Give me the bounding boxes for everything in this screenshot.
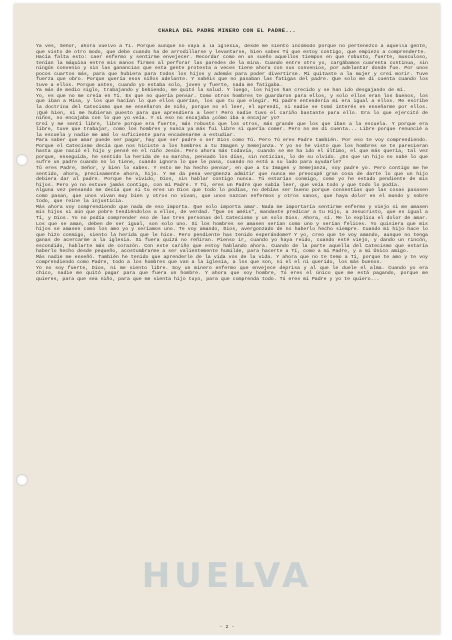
document-page	[14, 4, 440, 634]
paragraph: Ya ves, Señor, ahora vuelvo a Ti. Porque aunque no vaya a la iglesia, desde me siento incómodo porque no pertenezco a aquella gente, que visto de otro modo, que debe cuando ha de arrodillarse y levantarse, bien sabes Tú que estoy contigo, que empiezo a comprenderte.	[36, 44, 428, 55]
paragraph: Tú eres Padre, Señor, y bien lo sabes. Y esto me ha hecho pensar, en que a tu Imagen y Semejanza, soy padre yo. Pero contigo me he sentido, ahora, precisamente ahora, hijo. Y me da pena vergüenza admitir que nunca me preocupé gran cosa de darte lo que un hijo debiera dar al padre. Porque he vivido, Dios, sin hablar contigo nunca. Tú estarías conmigo, como yo he estado pendiente de mis hijos. Pero yo no estuve jamás contigo, con mi Padre. Y Tú, eres un Padre que sabía leer, que veía todo y que todo lo podía.	[36, 166, 428, 188]
paragraph: Alguna vez pensando me decía que si tu eres un Dios que todo lo podías, no debías ser bueno porque consentías que las cosas pasasen como pasan, que unos vivan muy bien y otros no vivan, que unos nazcan enfermos y otros sanos, que haya dolor en el mundo y sobre todo, que reine la injusticia.	[36, 188, 428, 205]
archive-watermark: HUELVA	[141, 556, 313, 596]
binder-hole-top	[16, 154, 28, 166]
page-number: - 2 -	[219, 625, 235, 630]
paragraph: Creí y me sentí libre, libre porque era fuerte, más robusto que los otros, más grande que los que iban a la escuela. Y porque era libre, tuve que trabajar, como los hombres y nunca ya más fui libre si quería comer. Pero no me di cuenta... Libre porque renuncié a la escuela y nadie me amó lo suficiente para encadenarme a estudiar.	[36, 121, 428, 138]
document-title: CHARLA DEL PADRE MINERO CON EL PADRE...	[158, 28, 296, 34]
binder-hole-bottom	[16, 474, 28, 486]
paragraph: Yo, es que no me creía en Tí. Es que no quería pensar. Como otros hombres te guardaron para ellos, y solo ellos eran los buenos, los que iban a Misa, y los que hacían lo que ellos querían, los que tu que elegir. Mi padre entendería mi era igual a ellos. Me escribe la doctrina del Catecismo que me enseñaron de niño, porque no el leer, el aprendí, ni nadie se tomó interés en enseñarme por ellos. ¡Qué bien, si me hubieran puesto para que aprendiera a leer! Pero nadie tuvo el cariño bastante para ello. Era lo que ejercitó de niños, no encajaba con lo que yo veía. Y si eso no encajaba ¿cómo iba a encajar yo?	[36, 93, 428, 122]
paragraph: Más nadie me enseñó. También he tenido que aprenderle de la vida vos de la vida. Y ahora que no te temo a Tí, porque te amo y te voy comprendiendo como Padre, todo a los hombres que van a la iglesia, a los que son, ni el el ni querido, los más buenos.	[36, 254, 428, 266]
paragraph: Ya más de medio siglo, trabajando y bebiendo, me quitó la salud. Y luego, los hijos han crecido y se han ido desgajando de mí.	[36, 88, 406, 94]
paragraph: Hacía falta esto: caer enfermo y sentirme envejecer. Recordar como en un sueño aquellos tiempos en que robusto, fuerte, musculoso, tenían la máquina entre mis manos firmes al perforar las paredes de la mina. Cuando entre otro yo, cargábamos cuarenta continua, sin ningún convenio y sin las ganancias que esta gente protesta a veces tiene ahora con sus convenios, por adelantar donde fue. Por unos pocos cuartos más, para que hubiera para todos los hijos y además para poder divertirse. Mi quitaste a la mujer y creí morir. Tuve fuerza que obro. Porque quería esos niños adelante. Y sabéis que no pasaban las fatigas del padre. Que solo me di cuenta cuando los tuve a ellos. Porque antes, cuando yo estaba solo, joven y fuerte, nada me fatigaba.	[36, 55, 428, 88]
document-body	[36, 44, 428, 624]
paragraph: Para saber que amar puede ser pagar, hay que ser padre o ser Dios como Tú. Pero Tú eres Padre también. Por eso te voy comprendiendo. Porque el Catecismo decía que nos hiciste a los hombres a tu Imagen y Semejanza. Y yo no he visto que los hombres se te parecieran hasta que nació el hijo y pensé en el niño Jesús. Pero ahora más todavía, cuando se me ha ido el último, el que más quería, tal vez porque, enseguida, he sentido la herida de su marcha, pensado los días, sin noticias, lo de su olvido. ¿Es que un hijo no sabe lo que sufre un padre cuando no lo tiene, cuando ignora lo que le pasa, cuando no está a su lado para ayudarle?	[36, 138, 428, 166]
paragraph: Yo no soy fuerte, Dios, ni me siento libre. Soy un minero enfermo que envejece deprisa y al que le duele el alma. Cuando yo era chico, nadie me quitó pagar para que fuera un hombre. Y ahora que soy hombre, Tú eres el único que me está pagando, porque me quieres, para que sea niño, para que me sienta hijo tuyo, para que comprenda todo. Tú eres mi Padre y yo te quiero...	[36, 265, 428, 282]
paragraph: Más ahora voy comprendiendo que nada de eso importa. Que solo importa amar. Nada me importaría sentirme enfermo y viejo si me amasen mis hijos si aún que pobre tendiéndolos a ellos, de verdad. "Que os améis", mandaste predicar a tu Hijo, a Jesucristo, que es igual a Tí, y Dios. Yo no podía comprender eso de las tres personas del Catecismo y un solo Dios. Ahora, sí. Me lo explica el dolor de amar. Los que se aman, deben de ser igual, son solo uno. Si los hombres se amasen serían como uno y serían felices. Yo quisiera que mis hijos se amasen como los amo yo y seríamos uno. Te voy amando, Dios, avergonzado de no haberlo hecho siempre. Cuando mi hijo hace lo que hizo conmigo, siento la herida que le hice. Pero pendiente has tenido esperándome? Y yo, creo que te voy amando, aunque no tenga ganas de acercarme a la iglesia. Si fuera quizá no reñiran. Pienso ir, cuando yo haya reido, cuando esté viejo, y dando un rincón, escondido, hablarte más de corazón. Con este cariño que estoy hablando ahora. Cuando de la parte aquella del Catecismo que estaría haberlo hecho desde pequeño, acostumbrarme a ser valientemente humilde, para hacerte a Tí, como a mi Padre, y a mi Único amigo.	[36, 204, 428, 255]
